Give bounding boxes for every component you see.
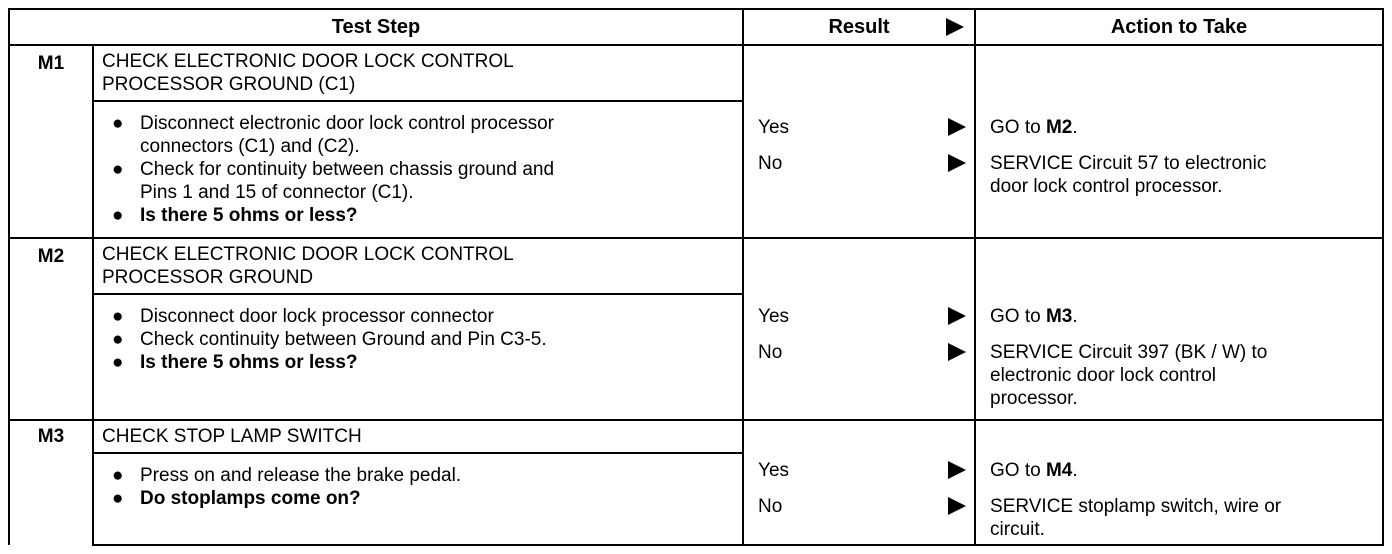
step-title-line: CHECK STOP LAMP SWITCH — [102, 426, 362, 447]
result-cell-m2 — [743, 238, 975, 420]
bullet-icon: ● — [112, 159, 124, 180]
step-id-m2: M2 — [9, 238, 93, 420]
list-item — [104, 305, 734, 328]
action-line: SERVICE Circuit 397 (BK / W) to — [990, 342, 1268, 363]
step-title-line: CHECK ELECTRONIC DOOR LOCK CONTROL — [102, 51, 514, 72]
action-line: SERVICE stoplamp switch, wire or — [990, 496, 1282, 517]
step-title-row-m3 — [9, 420, 1383, 453]
bullet-icon: ● — [112, 329, 124, 350]
action-target: M4 — [1045, 460, 1073, 481]
diagnostic-document — [8, 8, 1382, 546]
bullet-question: Is there 5 ohms or less? — [140, 352, 358, 373]
arrow-right-icon — [948, 307, 966, 325]
action-target: M2 — [1045, 117, 1073, 138]
action-line: processor. — [990, 388, 1078, 409]
bullet-text: Disconnect door lock processor connector — [140, 306, 494, 327]
bullet-text: Check for continuity between chassis ground and — [140, 159, 555, 180]
arrow-right-icon — [948, 497, 966, 515]
bullet-list — [94, 295, 742, 384]
step-title-m1 — [93, 45, 743, 101]
action-cell-m1 — [975, 45, 1383, 238]
list-item — [104, 351, 734, 374]
step-id-m3: M3 — [9, 420, 93, 545]
bullet-icon: ● — [112, 306, 124, 327]
step-title-line: CHECK ELECTRONIC DOOR LOCK CONTROL — [102, 244, 514, 265]
bullet-list — [94, 454, 742, 520]
table-header-row — [9, 9, 1383, 45]
list-item — [104, 464, 734, 487]
step-title-row-m1 — [9, 45, 1383, 101]
bullet-list — [94, 102, 742, 237]
result-cell-m1 — [743, 45, 975, 238]
action-line: circuit. — [990, 519, 1045, 540]
header-test-step: Test Step — [9, 9, 743, 45]
step-body-m3 — [93, 453, 743, 545]
list-item — [104, 158, 734, 204]
step-body-m2 — [93, 294, 743, 420]
action-yes-m2 — [990, 305, 1374, 328]
action-cell-m2 — [975, 238, 1383, 420]
bullet-icon: ● — [112, 465, 124, 486]
test-step-table — [8, 8, 1384, 546]
header-action: Action to Take — [975, 9, 1383, 45]
action-cell-m3 — [975, 420, 1383, 545]
result-yes: Yes — [758, 306, 790, 327]
result-yes: Yes — [758, 460, 790, 481]
bullet-text: Check continuity between Ground and Pin C3-5. — [140, 329, 547, 350]
action-line: door lock control processor. — [990, 176, 1223, 197]
action-yes-m1 — [990, 116, 1374, 139]
step-title-line: PROCESSOR GROUND — [102, 267, 314, 288]
action-no-m2 — [990, 341, 1374, 410]
step-title-m3 — [93, 420, 743, 453]
action-text: . — [1072, 117, 1078, 138]
result-cell-m3 — [743, 420, 975, 545]
result-no: No — [758, 342, 783, 363]
bullet-text: Press on and release the brake pedal. — [140, 465, 462, 486]
bullet-question: Do stoplamps come on? — [140, 488, 361, 509]
arrow-right-icon — [948, 461, 966, 479]
action-no-m1 — [990, 152, 1374, 198]
bullet-icon: ● — [112, 352, 124, 373]
action-no-m3 — [990, 495, 1374, 541]
arrow-right-icon — [948, 154, 966, 172]
bullet-icon: ● — [112, 205, 124, 226]
action-text: GO to — [990, 117, 1046, 138]
list-item — [104, 328, 734, 351]
bullet-text: Pins 1 and 15 of connector (C1). — [140, 182, 414, 203]
action-text: GO to — [990, 306, 1046, 327]
arrow-right-icon — [946, 18, 964, 36]
action-line: electronic door lock control — [990, 365, 1217, 386]
bullet-text: Disconnect electronic door lock control processor — [140, 113, 554, 134]
result-no: No — [758, 496, 783, 517]
step-body-m1 — [93, 101, 743, 238]
header-result — [743, 9, 975, 45]
bullet-icon: ● — [112, 488, 124, 509]
action-yes-m3 — [990, 459, 1374, 482]
bullet-text: connectors (C1) and (C2). — [140, 136, 360, 157]
action-line: SERVICE Circuit 57 to electronic — [990, 153, 1267, 174]
step-id-m1: M1 — [9, 45, 93, 238]
action-text: . — [1072, 460, 1078, 481]
action-target: M3 — [1045, 306, 1073, 327]
arrow-right-icon — [948, 118, 966, 136]
result-no: No — [758, 153, 783, 174]
bullet-question: Is there 5 ohms or less? — [140, 205, 358, 226]
list-item — [104, 112, 734, 158]
action-text: . — [1072, 306, 1078, 327]
bullet-icon: ● — [112, 113, 124, 134]
list-item — [104, 204, 734, 227]
step-title-m2 — [93, 238, 743, 294]
list-item — [104, 487, 734, 510]
arrow-right-icon — [948, 343, 966, 361]
result-yes: Yes — [758, 117, 790, 138]
header-result-label: Result — [828, 15, 890, 38]
action-text: GO to — [990, 460, 1046, 481]
step-title-line: PROCESSOR GROUND (C1) — [102, 74, 356, 95]
step-title-row-m2 — [9, 238, 1383, 294]
